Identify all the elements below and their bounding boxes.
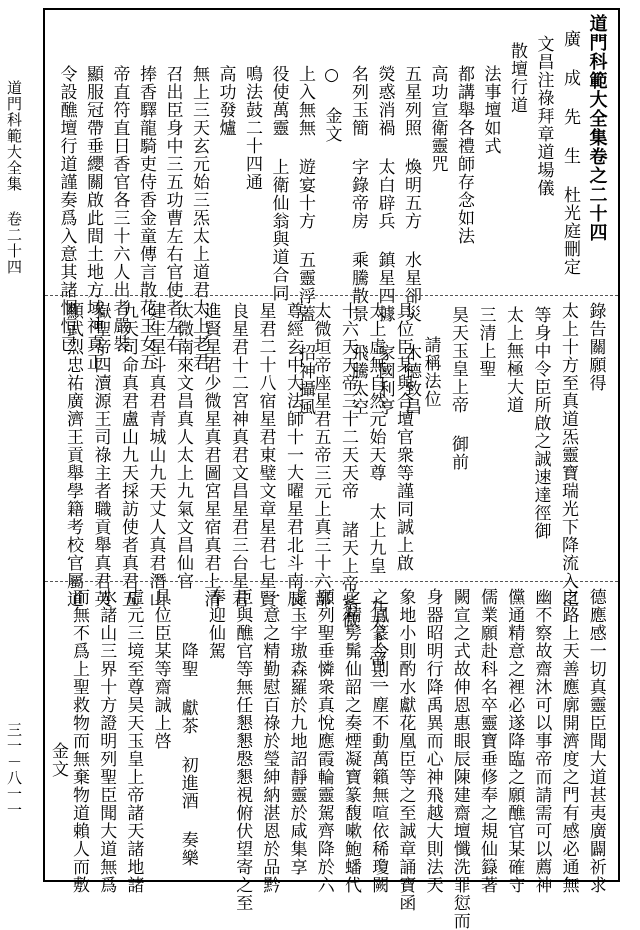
text-column: ○ 金文 <box>321 65 342 143</box>
text-column: 名列玉簡 字錄帝房 乘騰散景 飛騰太空 <box>348 65 368 416</box>
text-column: 星君二十八宿星君東璧文章星君七星賢 <box>255 302 276 608</box>
text-column: 願列聖垂憐衆真悅應霞輪靈駕齊降於六 <box>313 588 334 894</box>
text-column: 之鳳篆今則一塵不動萬籟無喧依稀瓊闕 <box>368 588 389 894</box>
text-column: 太上無極大道 <box>503 306 523 414</box>
text-column: 儻通精意之裡必遂降臨之願醮官某確守 <box>504 588 525 894</box>
text-column: 道門科範大全集卷之二十四 <box>586 14 608 242</box>
page-frame <box>43 8 620 930</box>
text-column: 法事壇如式 <box>480 65 501 155</box>
text-column: 高功宣衛靈咒 <box>427 65 448 173</box>
text-column: 建生星斗真君青城山九天丈人真君潛山 <box>145 302 166 608</box>
text-column: 進賢星君少微星真君圖宮星宿真君上清 <box>200 302 221 608</box>
text-column: 而無不爲上聖救物而無棄物道賴人而敷 <box>69 588 89 894</box>
text-column: 無上三天玄元始三炁太上道君太上老君 <box>189 65 209 371</box>
text-column: 請稱法位 <box>420 336 441 408</box>
text-column: 顯服冠帶垂纓關啟此間土地方域神真正 <box>83 65 103 371</box>
text-column: 身器昭明行降禹異而心神飛越大則法天 <box>422 588 443 894</box>
text-column: 捧香驛龍騎吏侍香金童傳言散花玉女五 <box>136 65 156 371</box>
text-column: 水諸山三界十方證明列聖臣聞大道無爲 <box>96 588 117 894</box>
panel-bottom <box>45 581 618 930</box>
text-column: 奉迎仙駕 <box>205 588 225 660</box>
text-column: 儒業願赴科名卒靈寶垂修奉之規仙籙著 <box>477 588 497 894</box>
text-column: 都講舉各禮師存念如法 <box>454 65 474 245</box>
text-column: 尊經玄中大法師十一大曜星君北斗南辰 <box>283 302 303 608</box>
text-column: 象地小則酌水獻花凰臣等之至誠章誦寶函 <box>395 588 416 912</box>
text-column: 太微垣帝座星君五帝三元上真三十六部 <box>310 302 331 608</box>
text-column: 文昌注祿拜章道場儀 <box>533 35 554 197</box>
text-column: 帝直符直日香官各三十六人出者嚴裝 <box>109 65 130 353</box>
text-column: 十六天天帝三十二天天帝 諸天上帝紫微 <box>338 302 358 629</box>
text-column: 廣 成 先 生 杜光庭刪定 <box>560 30 580 276</box>
text-column: 召出臣身中三五功曹左右官使者左右 <box>162 65 183 353</box>
text-column: 虛元三境至尊昊天玉皇上帝諸天諸地諸 <box>123 588 144 894</box>
text-column: 錄告關願得 <box>585 302 606 392</box>
text-column: 嶽聖帝四瀆源王司祿主者職貢舉真君英 <box>90 302 111 608</box>
text-column: 太上虛無自然元始天尊 太上九皇 九天上帝三 <box>365 302 386 686</box>
text-column: 熒惑消禍 太白辟兵 鎮星四據 家國利亨 <box>374 65 395 416</box>
margin-title: 道門科範大全集 卷二十四 <box>5 80 23 275</box>
text-column: 昊天玉皇上帝 御前 <box>448 306 468 471</box>
text-column: 降聖 獻茶 初進酒 奏樂 <box>177 642 198 867</box>
text-column: 令設醮壇行道謹奏爲入意其諸悃恒已 <box>56 65 77 353</box>
text-column: 上入無無 遊宴十方 五靈浮蓋 招神攝風 <box>295 65 315 416</box>
text-column: 三清上聖 <box>475 306 496 378</box>
text-column: 之路上天善應廓開濟度之門有感必通無 <box>558 588 579 894</box>
text-column: 具位臣某與合壇官衆等謹同誠上啟 <box>393 302 413 572</box>
text-column: 具位臣某等齋誠上啓 <box>150 588 171 750</box>
text-column: 太上十方至真道炁靈寶瑞光下降流入臣 <box>558 302 578 608</box>
text-column: 九天司命真君盧山九天採訪使者真君五 <box>118 302 138 608</box>
text-column: 臣與醮官等無任懇懇慇懇視俯伏望寄之至 <box>232 588 253 912</box>
text-column: 德應感一切真靈臣聞大道甚夷廣闢祈求 <box>585 588 606 894</box>
text-column: 一意之精勤慰百祿於瑩紳納湛恩於品黔 <box>259 588 280 894</box>
text-column: 等身中令臣所啟之誠速達徑御 <box>530 306 551 540</box>
text-column: 高功發爐 <box>215 65 236 137</box>
text-column: 幽不察故齋沐可以事帝而請需可以薦神 <box>531 588 552 894</box>
text-column: 顯武烈忠祐廣濟王貢舉學籍考校官屬道 <box>63 302 83 608</box>
text-column: 散壇行道 <box>507 42 527 114</box>
text-column: 鳴法鼓二十四通 <box>242 65 262 191</box>
text-column: 虛玉宇璈森羅於九地詔靜靈於咸集享 <box>286 588 307 876</box>
text-column: 太微南來文昌真人太上九氣文昌仙官 <box>173 302 193 590</box>
text-column: 役使萬靈 上衛仙翁與道合同 <box>268 65 289 302</box>
margin-page-number: 三一－八一一 <box>5 722 23 818</box>
text-column: 五星列照 煥明五方 水星卻災 木德致昌 <box>401 65 421 416</box>
text-column: 之精髣髴仙韶之奏煙凝寶篆馥嗽鮑蟠代 <box>341 588 361 894</box>
text-column: 金文 <box>48 742 68 778</box>
text-column: 良星君十二宮神真君文昌星君三台星君 <box>228 302 248 608</box>
text-column: 闕宣之式故伸恩惠眼辰陳建齋壇懺洗罪愆而 <box>449 588 470 930</box>
